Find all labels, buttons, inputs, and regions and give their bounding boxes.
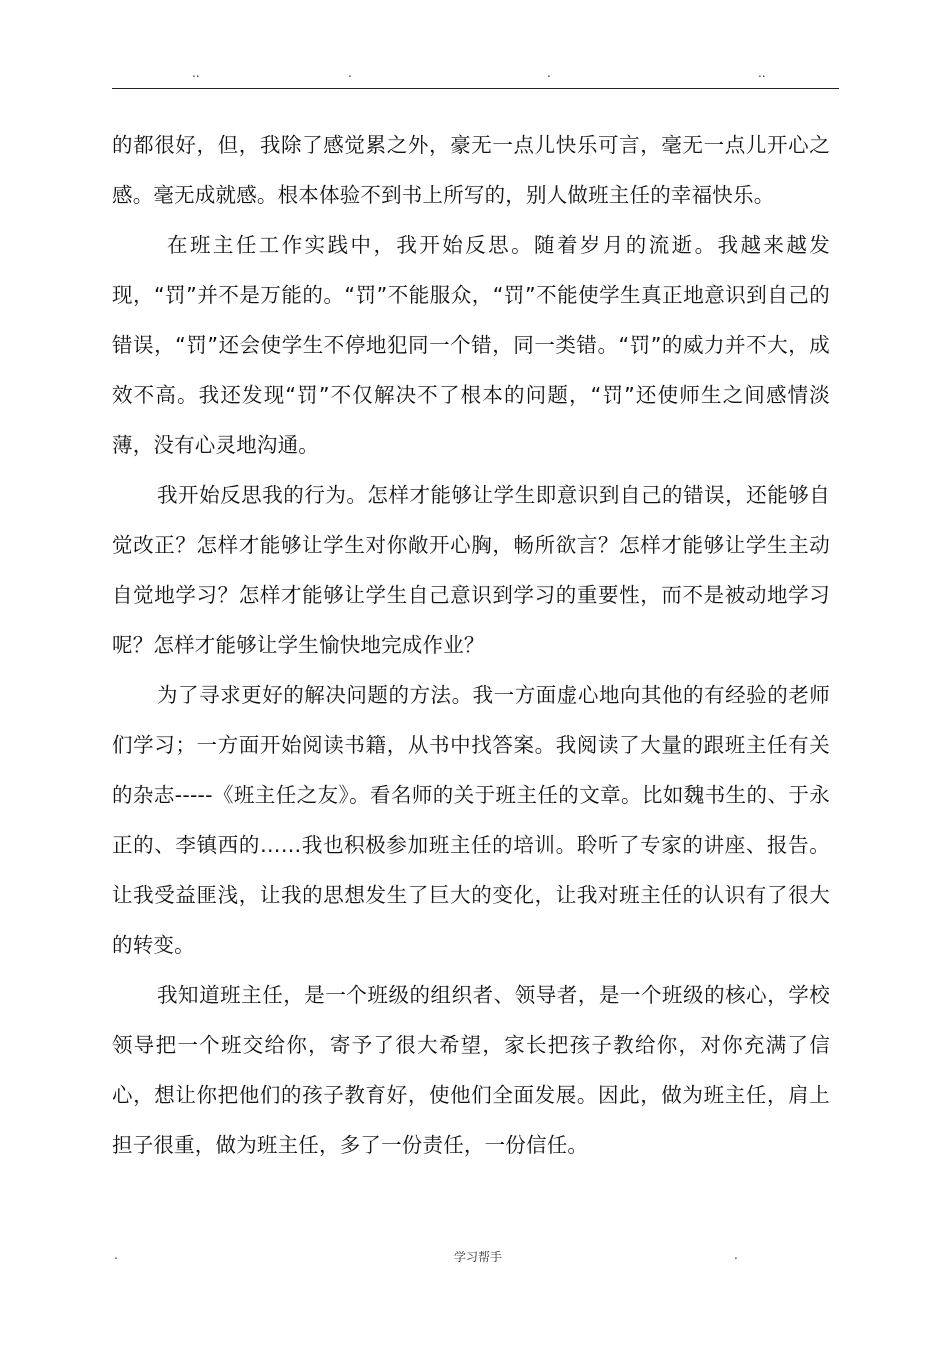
paragraph: 的都很好，但，我除了感觉累之外，豪无一点儿快乐可言，毫无一点儿开心之感。毫无成就感。根本体验不到书上所写的，别人做班主任的幸福快乐。 bbox=[112, 133, 830, 207]
header-mark: .. bbox=[758, 66, 766, 80]
page-footer bbox=[112, 1248, 838, 1268]
header-mark: . bbox=[348, 66, 352, 80]
paragraph: 为了寻求更好的解决问题的方法。我一方面虚心地向其他的有经验的老师们学习；一方面开始阅读书籍，从书中找答案。我阅读了大量的跟班主任有关的杂志-----《班主任之友》。看名师的关于班主任的文章。比如魏书生的、于永正的、李镇西的……我也积极参加班主任的培训。聆听了专家的讲座、报告。让我受益匪浅，让我的思想发生了巨大的变化，让我对班主任的认识有了很大的转变。 bbox=[112, 683, 830, 957]
header-divider bbox=[112, 88, 839, 89]
paragraph: 在班主任工作实践中，我开始反思。随着岁月的流逝。我越来越发现，“罚”并不是万能的。“罚”不能服众，“罚”不能使学生真正地意识到自己的错误，“罚”还会使学生不停地犯同一个错，同一类错。“罚”的威力并不大，成效不高。我还发现“罚”不仅解决不了根本的问题，“罚”还使师生之间感情淡薄，没有心灵地沟通。 bbox=[112, 233, 830, 457]
footer-mark-left: . bbox=[114, 1248, 118, 1262]
header-mark: . bbox=[547, 66, 551, 80]
header-mark: .. bbox=[192, 66, 200, 80]
paragraph: 我开始反思我的行为。怎样才能够让学生即意识到自己的错误，还能够自觉改正？怎样才能够让学生对你敞开心胸，畅所欲言？怎样才能够让学生主动自觉地学习？怎样才能够让学生自己意识到学习的重要性，而不是被动地学习呢？怎样才能够让学生愉快地完成作业？ bbox=[112, 483, 830, 657]
page-header bbox=[112, 66, 838, 86]
body-text bbox=[112, 120, 830, 1170]
paragraph: 我知道班主任，是一个班级的组织者、领导者，是一个班级的核心，学校领导把一个班交给你，寄予了很大希望，家长把孩子教给你，对你充满了信心，想让你把他们的孩子教育好，使他们全面发展。因此，做为班主任，肩上担子很重，做为班主任，多了一份责任，一份信任。 bbox=[112, 983, 830, 1157]
footer-label: 学习帮手 bbox=[454, 1250, 503, 1264]
footer-mark-right: . bbox=[734, 1248, 738, 1262]
